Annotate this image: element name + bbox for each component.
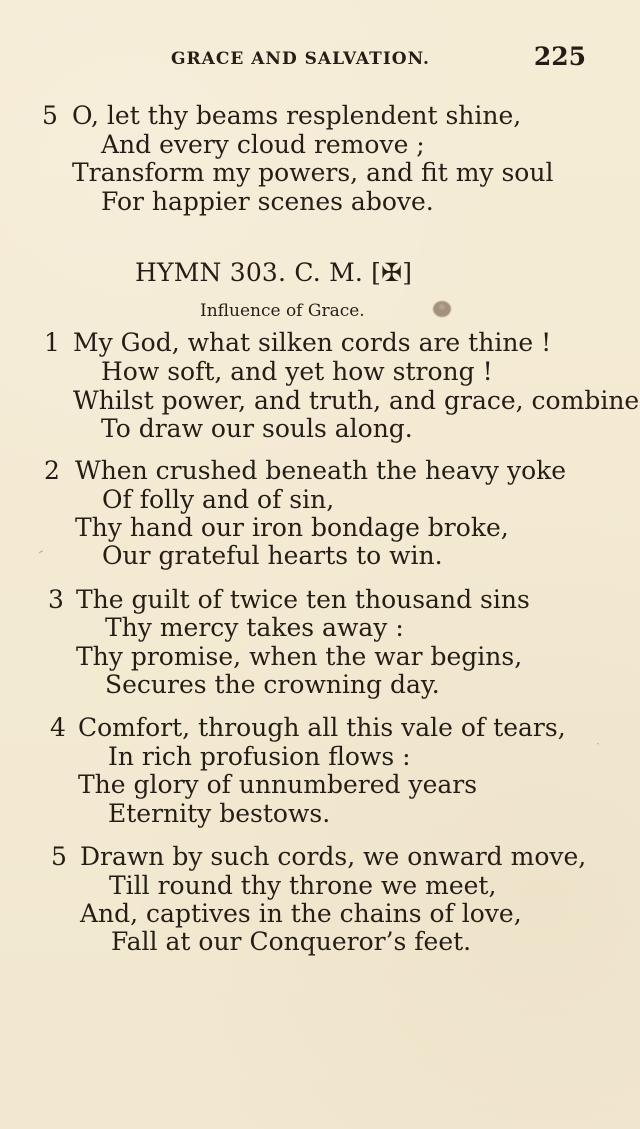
verse-line: Till round thy throne we meet, (109, 871, 497, 900)
verse-line: For happier scenes above. (101, 187, 434, 216)
stanza-number: 2 (44, 456, 60, 485)
verse-line: Thy promise, when the war begins, (76, 642, 523, 671)
margin-mark: · (596, 737, 600, 751)
verse-line: When crushed beneath the heavy yoke (75, 456, 567, 485)
verse-line: Eternity bestows. (108, 799, 331, 828)
ink-blot-icon (433, 301, 451, 317)
verse-line: In rich profusion flows : (108, 742, 411, 771)
stanza-number: 4 (50, 713, 66, 742)
verse-line: The guilt of twice ten thousand sins (76, 585, 530, 614)
stanza-number: 5 (51, 842, 67, 871)
verse-line: Secures the crowning day. (105, 670, 440, 699)
verse-line: How soft, and yet how strong ! (101, 357, 493, 386)
verse-line: Transform my powers, and fit my soul (72, 158, 554, 187)
hymn-title: HYMN 303. C. M. [✠] (135, 258, 413, 287)
verse-line: Comfort, through all this vale of tears, (78, 713, 566, 742)
verse-line: And, captives in the chains of love, (80, 899, 522, 928)
verse-line: Thy mercy takes away : (105, 613, 404, 642)
page-number: 225 (533, 42, 586, 71)
stanza-number: 5 (42, 101, 58, 130)
verse-line: Our grateful hearts to win. (102, 541, 443, 570)
margin-mark: ´ (29, 547, 46, 570)
verse-line: O, let thy beams resplendent shine, (72, 101, 522, 130)
verse-line: Thy hand our iron bondage broke, (75, 513, 509, 542)
verse-line: Of folly and of sin, (102, 485, 335, 514)
stanza-number: 1 (44, 328, 60, 357)
running-head: GRACE AND SALVATION. (171, 49, 430, 69)
verse-line: Whilst power, and truth, and grace, combine (73, 386, 640, 415)
verse-line: My God, what silken cords are thine ! (73, 328, 552, 357)
verse-line: And every cloud remove ; (101, 130, 425, 159)
verse-line: Drawn by such cords, we onward move, (80, 842, 587, 871)
verse-line: Fall at our Conqueror’s feet. (111, 927, 472, 956)
stanza-number: 3 (48, 585, 64, 614)
hymn-subtitle: Influence of Grace. (200, 301, 365, 321)
verse-line: The glory of unnumbered years (78, 770, 478, 799)
verse-line: To draw our souls along. (101, 414, 413, 443)
